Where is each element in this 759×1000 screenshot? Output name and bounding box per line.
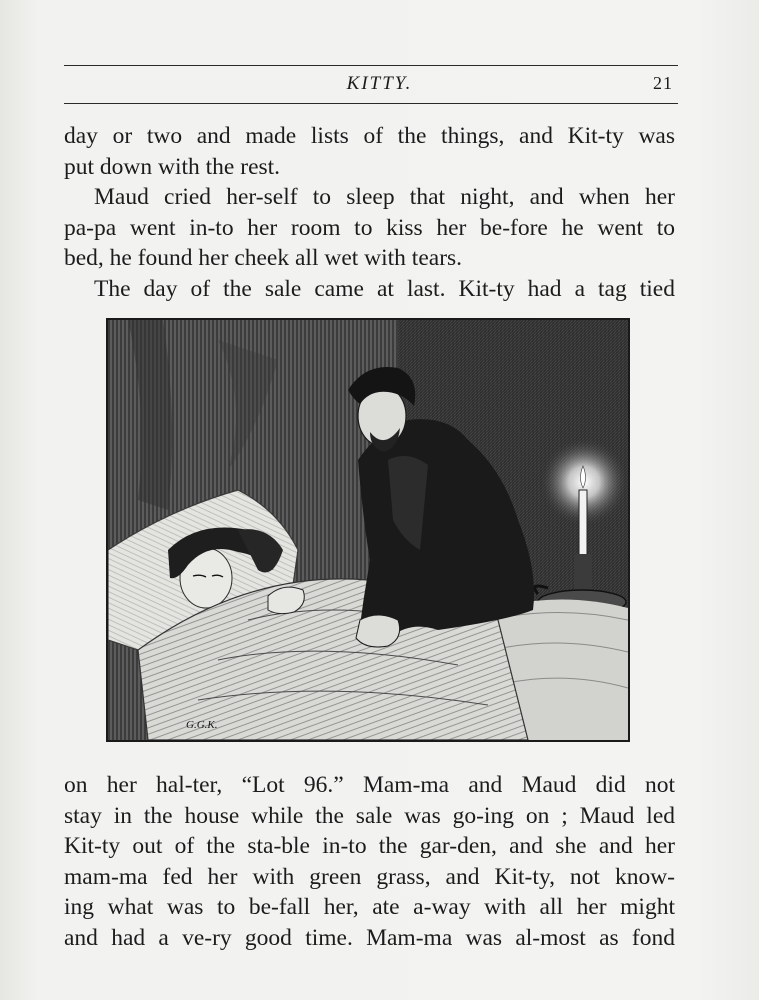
text-line: bed, he found her cheek all wet with tears. (64, 245, 463, 271)
text-line: The day of the sale came at last. Kit-ty had a tag tied (94, 275, 675, 302)
engraver-signature: G.G.K. (186, 719, 218, 731)
text-line: mam-ma fed her with green grass, and Kit-ty, not know- (64, 863, 675, 890)
engraving-illustration (106, 318, 630, 742)
text-line: stay in the house while the sale was go-ing on ; Maud led (64, 802, 675, 829)
text-line: day or two and made lists of the things, and Kit-ty was (64, 123, 675, 149)
body-text-lower (64, 770, 675, 953)
father-hand (356, 615, 400, 647)
text-line: and had a ve-ry good time. Mam-ma was al-most as fond (64, 924, 675, 951)
text-line: ing what was to be-fall her, ate a-way with all her might (64, 894, 675, 920)
candle (579, 490, 587, 556)
text-line: put down with the rest. (64, 153, 281, 180)
header-rule-top (64, 65, 678, 66)
header-rule-bottom (64, 103, 678, 104)
text-line: pa-pa went in-to her room to kiss her be-fore he went to (64, 214, 675, 241)
body-text-upper (64, 121, 675, 304)
page-number: 21 (653, 73, 673, 93)
text-line: Maud cried her-self to sleep that night, and when her (94, 184, 675, 210)
text-line: on her hal-ter, “Lot 96.” Mam-ma and Maud did not (64, 772, 675, 798)
text-line: Kit-ty out of the sta-ble in-to the gar-den, and she and her (64, 833, 675, 859)
running-header-title: KITTY. (346, 73, 413, 94)
bedside-scene-engraving (108, 320, 628, 740)
